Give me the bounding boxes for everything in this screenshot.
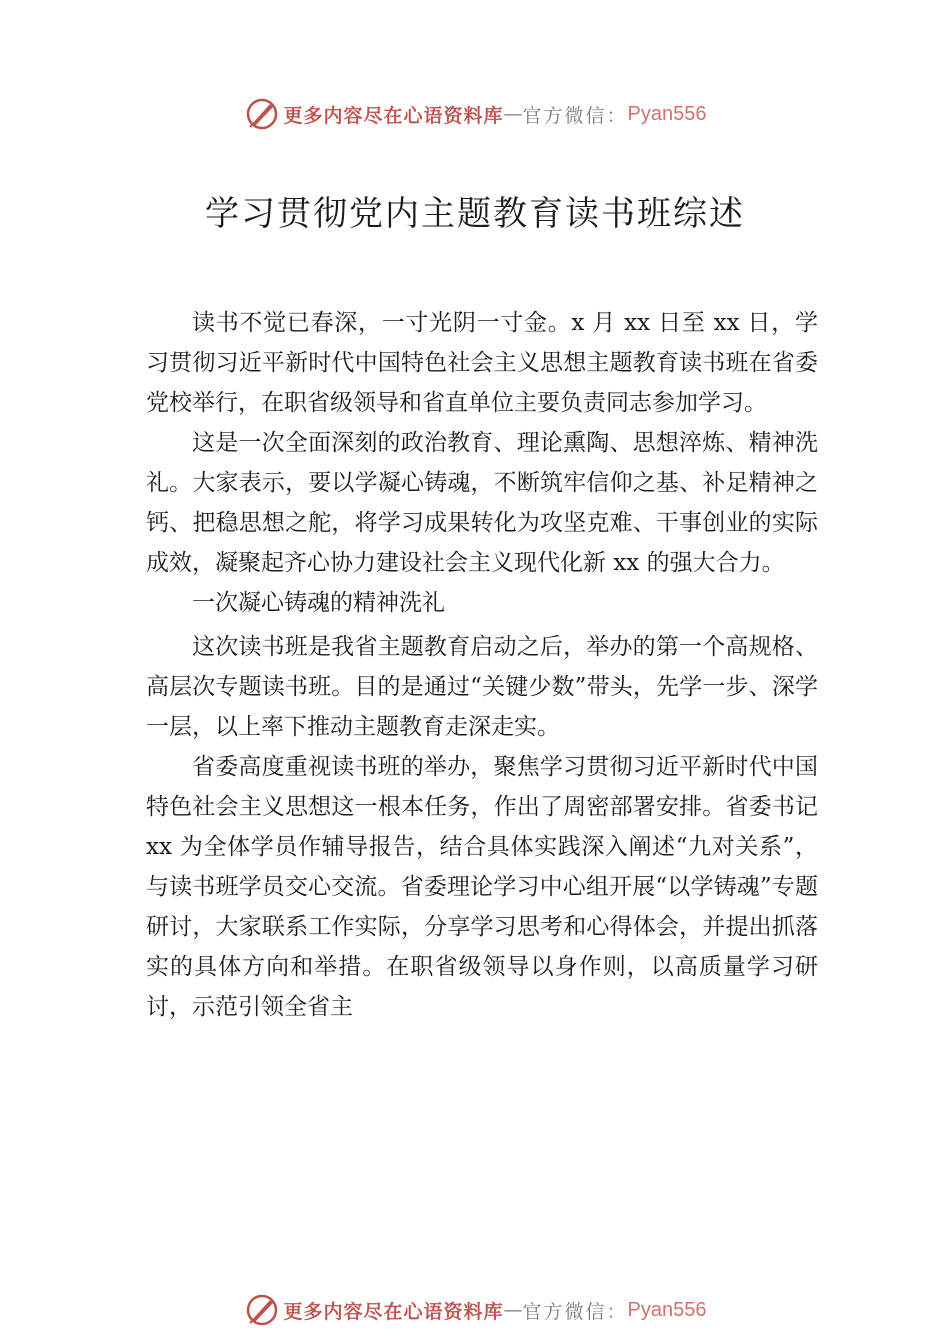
banner-separator: — (503, 103, 523, 125)
paragraph-purpose: 这次读书班是我省主题教育启动之后，举办的第一个高规格、高层次专题读书班。目的是通过“关键少数”带头，先学一步、深学一层，以上率下推动主题教育走深走实。 (146, 634, 818, 740)
paragraph-intro: 读书不觉已春深，一寸光阴一寸金。x 月 xx 日至 xx 日，学习贯彻习近平新时代中国特色社会主义思想主题教育读书班在省委党校举行，在职省级领导和省直单位主要负责同志参加学习。 (146, 310, 818, 416)
paragraph-arrangement: 省委高度重视读书班的举办，聚焦学习贯彻习近平新时代中国特色社会主义思想这一根本任务，作出了周密部署安排。省委书记 xx 为全体学员作辅导报告，结合具体实践深入阐述“九对关系”，与读书班学员交心交流。省委理论学习中心组开展“以学铸魂”专题研讨，大家联系工作实际，分享学习思考和心得体会，并提出抓落实的具体方向和举措。在职省级领导以身作则，以高质量学习研讨，示范引领全省主 (146, 754, 818, 1020)
section-heading: 一次凝心铸魂的精神洗礼 (192, 590, 445, 616)
paragraph-summary: 这是一次全面深刻的政治教育、理论熏陶、思想淬炼、精神洗礼。大家表示，要以学凝心铸魂，不断筑牢信仰之基、补足精神之钙、把稳思想之舵，将学习成果转化为攻坚克难、干事创业的实际成效，凝聚起齐心协力建设社会主义现代化新 xx 的强大合力。 (146, 430, 818, 576)
banner-wechat-label: 官方微信： (522, 1300, 628, 1323)
banner-separator: — (503, 1299, 523, 1321)
header-banner (0, 94, 950, 134)
document-body (146, 303, 818, 1027)
quill-pen-logo-icon (244, 1292, 280, 1328)
footer-banner (0, 1290, 950, 1330)
banner-brand-text: 更多内容尽在心语资料库 (283, 1300, 504, 1323)
quill-pen-logo-icon (244, 96, 280, 132)
banner-wechat-label: 官方微信： (522, 104, 628, 127)
banner-brand-text: 更多内容尽在心语资料库 (283, 104, 504, 127)
banner-wechat-account: Pyan556 (627, 102, 707, 125)
document-title: 学习贯彻党内主题教育读书班综述 (205, 194, 745, 234)
banner-wechat-account: Pyan556 (627, 1298, 707, 1321)
